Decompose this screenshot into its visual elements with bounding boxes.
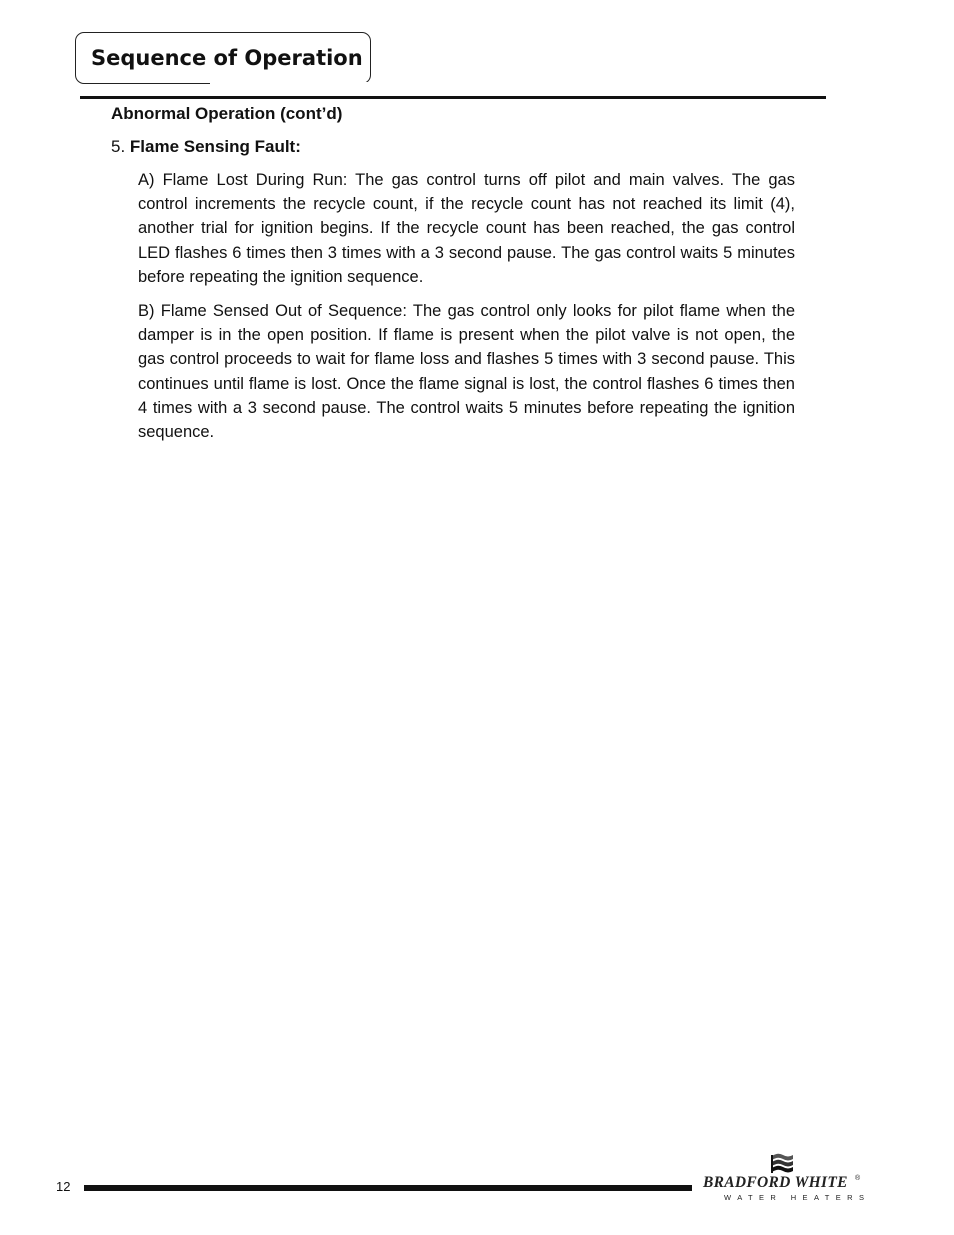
page-number: 12: [56, 1179, 71, 1194]
brand-tagline: WATER HEATERS: [724, 1193, 871, 1202]
brand-registered-mark: ®: [855, 1175, 861, 1182]
flag-logo-icon: [769, 1152, 795, 1174]
header-rule: [80, 96, 826, 99]
item-number: 5.: [111, 137, 130, 156]
footer-rule: [84, 1185, 692, 1191]
brand-logo: [703, 1152, 871, 1206]
section-title: Sequence of Operation: [91, 46, 363, 70]
paragraph-flame-sensed-out-of-sequence: B) Flame Sensed Out of Sequence: The gas control only looks for pilot flame when the damper is in the open position. If flame is present when the pilot valve is not open, the gas control proceeds to wait for flame loss and flashes 5 times with 3 second pause. This continues until flame is lost. Once the flame signal is lost, the control flashes 6 times then 4 times with a 3 second pause. The control waits 5 minutes before repeating the ignition sequence.: [138, 302, 795, 442]
subheading: Abnormal Operation (cont’d): [111, 104, 343, 123]
tab-gap: [210, 82, 369, 88]
item-title: Flame Sensing Fault:: [129, 137, 301, 156]
section-title-tab: [75, 32, 371, 84]
brand-name: BRADFORD WHITE: [703, 1174, 848, 1191]
paragraph-flame-lost: A) Flame Lost During Run: The gas control turns off pilot and main valves. The gas control increments the recycle count, if the recycle count has not reached its limit (4), another trial for ignition begins. If the recycle count has been reached, the gas control LED flashes 6 times then 3 times with a 3 second pause. The gas control waits 5 minutes before repeating the ignition sequence.: [138, 171, 795, 286]
item-heading: [111, 137, 301, 157]
